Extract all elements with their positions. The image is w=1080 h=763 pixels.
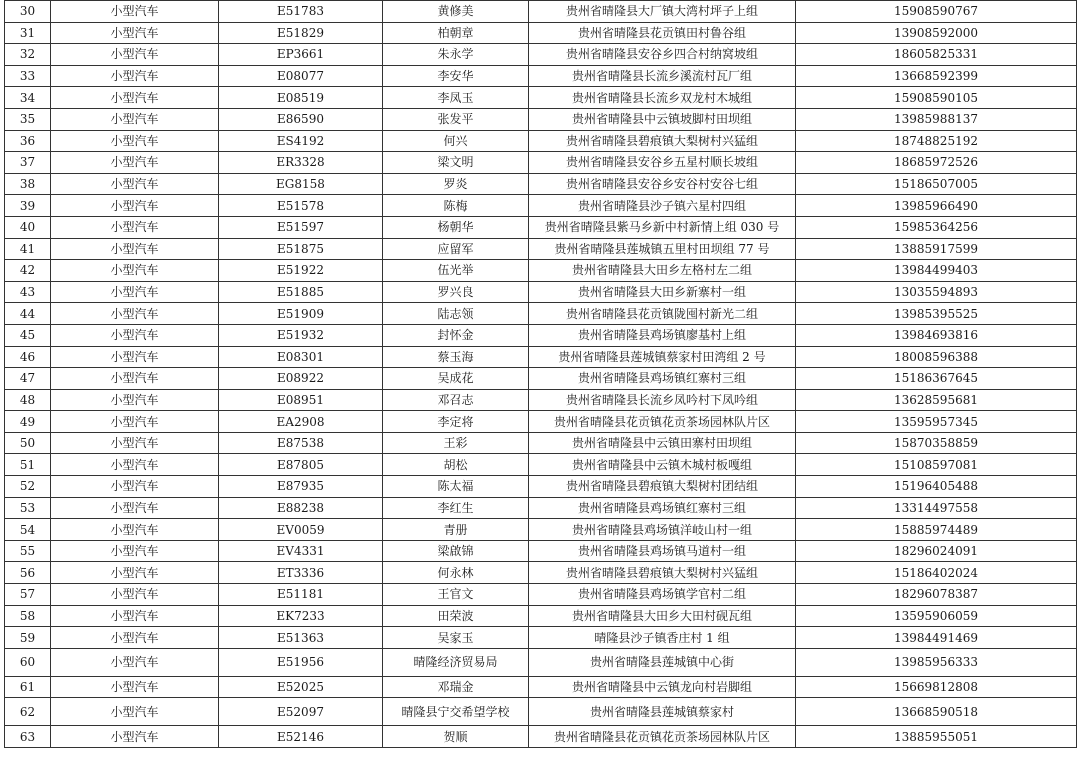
phone-cell: 13668590518 <box>796 698 1077 726</box>
vehicle-type-cell: 小型汽车 <box>51 346 219 368</box>
address-cell: 贵州省晴隆县安谷乡五星村顺长坡组 <box>529 152 796 174</box>
address-cell: 晴隆县沙子镇香庄村 1 组 <box>529 627 796 649</box>
vehicle-type-cell: 小型汽车 <box>51 389 219 411</box>
vehicle-type-cell: 小型汽车 <box>51 627 219 649</box>
address-cell: 贵州省晴隆县大田乡大田村砚瓦组 <box>529 605 796 627</box>
phone-cell: 15908590767 <box>796 1 1077 23</box>
address-cell: 贵州省晴隆县大田乡左格村左二组 <box>529 260 796 282</box>
plate-number-cell: E08301 <box>219 346 383 368</box>
vehicle-type-cell: 小型汽车 <box>51 303 219 325</box>
vehicle-type-cell: 小型汽车 <box>51 432 219 454</box>
address-cell: 贵州省晴隆县花贡镇花贡茶场园林队片区 <box>529 411 796 433</box>
table-row <box>5 238 1077 260</box>
vehicle-type-cell: 小型汽车 <box>51 368 219 390</box>
vehicle-type-cell: 小型汽车 <box>51 173 219 195</box>
phone-cell: 18685972526 <box>796 152 1077 174</box>
row-number-cell: 61 <box>5 676 51 698</box>
owner-name-cell: 胡松 <box>383 454 529 476</box>
vehicle-type-cell: 小型汽车 <box>51 562 219 584</box>
plate-number-cell: E51922 <box>219 260 383 282</box>
owner-name-cell: 王官文 <box>383 584 529 606</box>
table-row <box>5 260 1077 282</box>
table-row <box>5 44 1077 66</box>
table-row <box>5 519 1077 541</box>
vehicle-type-cell: 小型汽车 <box>51 44 219 66</box>
row-number-cell: 63 <box>5 726 51 748</box>
phone-cell: 13668592399 <box>796 65 1077 87</box>
owner-name-cell: 邓瑞金 <box>383 676 529 698</box>
row-number-cell: 35 <box>5 108 51 130</box>
table-row <box>5 346 1077 368</box>
row-number-cell: 38 <box>5 173 51 195</box>
row-number-cell: 42 <box>5 260 51 282</box>
row-number-cell: 60 <box>5 648 51 676</box>
phone-cell: 13035594893 <box>796 281 1077 303</box>
plate-number-cell: E51885 <box>219 281 383 303</box>
row-number-cell: 59 <box>5 627 51 649</box>
row-number-cell: 55 <box>5 540 51 562</box>
address-cell: 贵州省晴隆县碧痕镇大梨树村团结组 <box>529 476 796 498</box>
vehicle-type-cell: 小型汽车 <box>51 497 219 519</box>
owner-name-cell: 王彩 <box>383 432 529 454</box>
phone-cell: 13984693816 <box>796 324 1077 346</box>
owner-name-cell: 朱永学 <box>383 44 529 66</box>
owner-name-cell: 罗炎 <box>383 173 529 195</box>
vehicle-type-cell: 小型汽车 <box>51 195 219 217</box>
row-number-cell: 56 <box>5 562 51 584</box>
phone-cell: 13595906059 <box>796 605 1077 627</box>
phone-cell: 18008596388 <box>796 346 1077 368</box>
plate-number-cell: E52146 <box>219 726 383 748</box>
row-number-cell: 32 <box>5 44 51 66</box>
vehicle-type-cell: 小型汽车 <box>51 238 219 260</box>
table-row <box>5 108 1077 130</box>
table-row <box>5 627 1077 649</box>
table-row <box>5 130 1077 152</box>
vehicle-type-cell: 小型汽车 <box>51 584 219 606</box>
vehicle-type-cell: 小型汽车 <box>51 87 219 109</box>
table-row <box>5 87 1077 109</box>
address-cell: 贵州省晴隆县中云镇木城村板嘎组 <box>529 454 796 476</box>
plate-number-cell: ES4192 <box>219 130 383 152</box>
table-row <box>5 324 1077 346</box>
vehicle-type-cell: 小型汽车 <box>51 1 219 23</box>
row-number-cell: 37 <box>5 152 51 174</box>
owner-name-cell: 应留军 <box>383 238 529 260</box>
owner-name-cell: 晴隆县宁交希望学校 <box>383 698 529 726</box>
owner-name-cell: 田荣波 <box>383 605 529 627</box>
phone-cell: 13985966490 <box>796 195 1077 217</box>
owner-name-cell: 何兴 <box>383 130 529 152</box>
phone-cell: 18748825192 <box>796 130 1077 152</box>
phone-cell: 15186507005 <box>796 173 1077 195</box>
address-cell: 贵州省晴隆县大厂镇大湾村坪子上组 <box>529 1 796 23</box>
phone-cell: 18605825331 <box>796 44 1077 66</box>
address-cell: 贵州省晴隆县花贡镇陇囤村新光二组 <box>529 303 796 325</box>
table-row <box>5 389 1077 411</box>
table-row <box>5 584 1077 606</box>
plate-number-cell: EV4331 <box>219 540 383 562</box>
plate-number-cell: EP3661 <box>219 44 383 66</box>
row-number-cell: 36 <box>5 130 51 152</box>
row-number-cell: 58 <box>5 605 51 627</box>
vehicle-type-cell: 小型汽车 <box>51 260 219 282</box>
owner-name-cell: 黄修美 <box>383 1 529 23</box>
owner-name-cell: 晴隆经济贸易局 <box>383 648 529 676</box>
table-row <box>5 698 1077 726</box>
vehicle-type-cell: 小型汽车 <box>51 605 219 627</box>
table-row <box>5 281 1077 303</box>
table-row <box>5 303 1077 325</box>
address-cell: 贵州省晴隆县沙子镇六星村四组 <box>529 195 796 217</box>
owner-name-cell: 蔡玉海 <box>383 346 529 368</box>
owner-name-cell: 封怀金 <box>383 324 529 346</box>
owner-name-cell: 陈梅 <box>383 195 529 217</box>
phone-cell: 13314497558 <box>796 497 1077 519</box>
row-number-cell: 33 <box>5 65 51 87</box>
plate-number-cell: E51783 <box>219 1 383 23</box>
phone-cell: 15908590105 <box>796 87 1077 109</box>
phone-cell: 15985364256 <box>796 216 1077 238</box>
vehicle-type-cell: 小型汽车 <box>51 648 219 676</box>
phone-cell: 15196405488 <box>796 476 1077 498</box>
plate-number-cell: E51597 <box>219 216 383 238</box>
phone-cell: 13985988137 <box>796 108 1077 130</box>
row-number-cell: 31 <box>5 22 51 44</box>
row-number-cell: 41 <box>5 238 51 260</box>
row-number-cell: 54 <box>5 519 51 541</box>
table-row <box>5 432 1077 454</box>
plate-number-cell: E51875 <box>219 238 383 260</box>
vehicle-type-cell: 小型汽车 <box>51 676 219 698</box>
address-cell: 贵州省晴隆县花贡镇田村鲁谷组 <box>529 22 796 44</box>
address-cell: 贵州省晴隆县鸡场镇廖基村上组 <box>529 324 796 346</box>
table-row <box>5 540 1077 562</box>
address-cell: 贵州省晴隆县鸡场镇红寨村三组 <box>529 368 796 390</box>
plate-number-cell: EV0059 <box>219 519 383 541</box>
row-number-cell: 49 <box>5 411 51 433</box>
address-cell: 贵州省晴隆县中云镇龙向村岩脚组 <box>529 676 796 698</box>
owner-name-cell: 李安华 <box>383 65 529 87</box>
plate-number-cell: EK7233 <box>219 605 383 627</box>
table-row <box>5 1 1077 23</box>
plate-number-cell: E51578 <box>219 195 383 217</box>
plate-number-cell: E52097 <box>219 698 383 726</box>
phone-cell: 15186402024 <box>796 562 1077 584</box>
phone-cell: 13985395525 <box>796 303 1077 325</box>
owner-name-cell: 李凤玉 <box>383 87 529 109</box>
address-cell: 贵州省晴隆县鸡场镇洋岐山村一组 <box>529 519 796 541</box>
row-number-cell: 45 <box>5 324 51 346</box>
table-row <box>5 195 1077 217</box>
plate-number-cell: E52025 <box>219 676 383 698</box>
vehicle-type-cell: 小型汽车 <box>51 152 219 174</box>
plate-number-cell: E51829 <box>219 22 383 44</box>
address-cell: 贵州省晴隆县长流乡双龙村木城组 <box>529 87 796 109</box>
vehicle-type-cell: 小型汽车 <box>51 281 219 303</box>
vehicle-type-cell: 小型汽车 <box>51 476 219 498</box>
row-number-cell: 34 <box>5 87 51 109</box>
vehicle-type-cell: 小型汽车 <box>51 411 219 433</box>
phone-cell: 15870358859 <box>796 432 1077 454</box>
row-number-cell: 53 <box>5 497 51 519</box>
table-row <box>5 476 1077 498</box>
row-number-cell: 43 <box>5 281 51 303</box>
table-row <box>5 152 1077 174</box>
plate-number-cell: E87805 <box>219 454 383 476</box>
row-number-cell: 30 <box>5 1 51 23</box>
plate-number-cell: E51956 <box>219 648 383 676</box>
owner-name-cell: 杨朝华 <box>383 216 529 238</box>
phone-cell: 18296024091 <box>796 540 1077 562</box>
table-row <box>5 22 1077 44</box>
owner-name-cell: 伍光举 <box>383 260 529 282</box>
plate-number-cell: EA2908 <box>219 411 383 433</box>
address-cell: 贵州省晴隆县鸡场镇红寨村三组 <box>529 497 796 519</box>
address-cell: 贵州省晴隆县长流乡溪流村瓦厂组 <box>529 65 796 87</box>
table-row <box>5 411 1077 433</box>
phone-cell: 13885955051 <box>796 726 1077 748</box>
owner-name-cell: 邓召志 <box>383 389 529 411</box>
vehicle-type-cell: 小型汽车 <box>51 216 219 238</box>
row-number-cell: 62 <box>5 698 51 726</box>
address-cell: 贵州省晴隆县中云镇田寨村田坝组 <box>529 432 796 454</box>
plate-number-cell: E87538 <box>219 432 383 454</box>
address-cell: 贵州省晴隆县鸡场镇学官村二组 <box>529 584 796 606</box>
address-cell: 贵州省晴隆县莲城镇五里村田坝组 77 号 <box>529 238 796 260</box>
plate-number-cell: E51181 <box>219 584 383 606</box>
plate-number-cell: ER3328 <box>219 152 383 174</box>
vehicle-type-cell: 小型汽车 <box>51 454 219 476</box>
plate-number-cell: E08951 <box>219 389 383 411</box>
owner-name-cell: 柏朝章 <box>383 22 529 44</box>
table-row <box>5 726 1077 748</box>
owner-name-cell: 吴成花 <box>383 368 529 390</box>
address-cell: 贵州省晴隆县长流乡凤吟村下凤吟组 <box>529 389 796 411</box>
phone-cell: 15885974489 <box>796 519 1077 541</box>
table-row <box>5 676 1077 698</box>
table-row <box>5 562 1077 584</box>
plate-number-cell: E87935 <box>219 476 383 498</box>
plate-number-cell: E51363 <box>219 627 383 649</box>
table-row <box>5 173 1077 195</box>
table-row <box>5 65 1077 87</box>
row-number-cell: 52 <box>5 476 51 498</box>
table-row <box>5 648 1077 676</box>
owner-name-cell: 吴家玉 <box>383 627 529 649</box>
address-cell: 贵州省晴隆县碧痕镇大梨树村兴猛组 <box>529 562 796 584</box>
table-body <box>5 1 1077 748</box>
owner-name-cell: 贺顺 <box>383 726 529 748</box>
vehicle-type-cell: 小型汽车 <box>51 130 219 152</box>
vehicle-type-cell: 小型汽车 <box>51 324 219 346</box>
address-cell: 贵州省晴隆县碧痕镇大梨树村兴猛组 <box>529 130 796 152</box>
vehicle-type-cell: 小型汽车 <box>51 698 219 726</box>
plate-number-cell: E51932 <box>219 324 383 346</box>
row-number-cell: 39 <box>5 195 51 217</box>
table-row <box>5 368 1077 390</box>
address-cell: 贵州省晴隆县莲城镇中心街 <box>529 648 796 676</box>
table-row <box>5 497 1077 519</box>
plate-number-cell: E08519 <box>219 87 383 109</box>
plate-number-cell: E86590 <box>219 108 383 130</box>
row-number-cell: 40 <box>5 216 51 238</box>
address-cell: 贵州省晴隆县莲城镇蔡家村 <box>529 698 796 726</box>
phone-cell: 15669812808 <box>796 676 1077 698</box>
vehicle-registry-table <box>4 0 1077 748</box>
owner-name-cell: 梁啟锦 <box>383 540 529 562</box>
vehicle-type-cell: 小型汽车 <box>51 726 219 748</box>
row-number-cell: 57 <box>5 584 51 606</box>
phone-cell: 13628595681 <box>796 389 1077 411</box>
phone-cell: 13984499403 <box>796 260 1077 282</box>
plate-number-cell: E08077 <box>219 65 383 87</box>
phone-cell: 13984491469 <box>796 627 1077 649</box>
address-cell: 贵州省晴隆县大田乡新寨村一组 <box>529 281 796 303</box>
vehicle-type-cell: 小型汽车 <box>51 22 219 44</box>
vehicle-type-cell: 小型汽车 <box>51 519 219 541</box>
row-number-cell: 51 <box>5 454 51 476</box>
owner-name-cell: 何永林 <box>383 562 529 584</box>
vehicle-type-cell: 小型汽车 <box>51 540 219 562</box>
owner-name-cell: 李红生 <box>383 497 529 519</box>
vehicle-type-cell: 小型汽车 <box>51 65 219 87</box>
address-cell: 贵州省晴隆县中云镇坡脚村田坝组 <box>529 108 796 130</box>
row-number-cell: 46 <box>5 346 51 368</box>
owner-name-cell: 青册 <box>383 519 529 541</box>
plate-number-cell: E88238 <box>219 497 383 519</box>
address-cell: 贵州省晴隆县安谷乡安谷村安谷七组 <box>529 173 796 195</box>
row-number-cell: 44 <box>5 303 51 325</box>
phone-cell: 13908592000 <box>796 22 1077 44</box>
address-cell: 贵州省晴隆县鸡场镇马道村一组 <box>529 540 796 562</box>
address-cell: 贵州省晴隆县紫马乡新中村新情上组 030 号 <box>529 216 796 238</box>
plate-number-cell: EG8158 <box>219 173 383 195</box>
address-cell: 贵州省晴隆县花贡镇花贡茶场园林队片区 <box>529 726 796 748</box>
owner-name-cell: 李定将 <box>383 411 529 433</box>
vehicle-type-cell: 小型汽车 <box>51 108 219 130</box>
row-number-cell: 48 <box>5 389 51 411</box>
plate-number-cell: E51909 <box>219 303 383 325</box>
address-cell: 贵州省晴隆县莲城镇蔡家村田湾组 2 号 <box>529 346 796 368</box>
phone-cell: 15186367645 <box>796 368 1077 390</box>
phone-cell: 13985956333 <box>796 648 1077 676</box>
owner-name-cell: 张发平 <box>383 108 529 130</box>
plate-number-cell: E08922 <box>219 368 383 390</box>
table-row <box>5 605 1077 627</box>
owner-name-cell: 罗兴良 <box>383 281 529 303</box>
table-row <box>5 454 1077 476</box>
plate-number-cell: ET3336 <box>219 562 383 584</box>
owner-name-cell: 陆志领 <box>383 303 529 325</box>
row-number-cell: 50 <box>5 432 51 454</box>
owner-name-cell: 梁文明 <box>383 152 529 174</box>
phone-cell: 13885917599 <box>796 238 1077 260</box>
phone-cell: 15108597081 <box>796 454 1077 476</box>
phone-cell: 13595957345 <box>796 411 1077 433</box>
row-number-cell: 47 <box>5 368 51 390</box>
address-cell: 贵州省晴隆县安谷乡四合村纳窝坡组 <box>529 44 796 66</box>
phone-cell: 18296078387 <box>796 584 1077 606</box>
table-row <box>5 216 1077 238</box>
owner-name-cell: 陈太福 <box>383 476 529 498</box>
